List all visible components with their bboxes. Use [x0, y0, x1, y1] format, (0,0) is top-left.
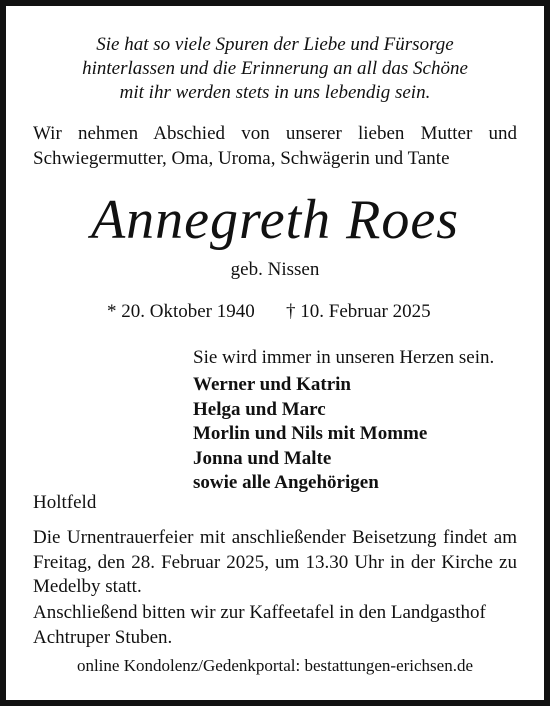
memorial-quote — [0, 33, 550, 105]
mourner-entry: Morlin und Nils mit Momme — [193, 423, 428, 444]
service-details: Die Urnentrauerfeier mit anschließender Beisetzung findet am Freitag, den 28. Februar 2025, um 13.30 Uhr in der Kirche zu Medelby statt. — [33, 527, 517, 597]
quote-line: mit ihr werden stets in uns lebendig sein. — [119, 82, 431, 103]
deceased-name: Annegreth Roes — [90, 189, 460, 251]
quote-line: Sie hat so viele Spuren der Liebe und Fürsorge — [96, 34, 454, 55]
mourner-entry: Helga und Marc — [193, 398, 326, 420]
quote-line: hinterlassen und die Erinnerung an all das Schöne — [82, 58, 468, 79]
reception-details: Anschließend bitten wir zur Kaffeetafel in den Landgasthof Achtruper Stuben. — [33, 602, 486, 648]
mourner-entry: sowie alle Angehörigen — [193, 472, 379, 493]
place-name: Holtfeld — [33, 492, 97, 513]
farewell-intro: Wir nehmen Abschied von unserer lieben Mutter und Schwiegermutter, Oma, Uroma, Schwägerin und Tante — [33, 123, 517, 169]
mourners-list — [193, 373, 427, 496]
mourner-entry: Jonna und Malte — [193, 447, 332, 469]
remembrance-line: Sie wird immer in unseren Herzen sein. — [193, 347, 495, 368]
birth-date: * 20. Oktober 1940 — [107, 301, 255, 322]
death-date: † 10. Februar 2025 — [286, 301, 431, 322]
online-condolence: online Kondolenz/Gedenkportal: bestattungen-erichsen.de — [76, 656, 474, 675]
mourner-entry: Werner und Katrin — [193, 374, 351, 395]
birth-name: geb. Nissen — [230, 259, 320, 280]
